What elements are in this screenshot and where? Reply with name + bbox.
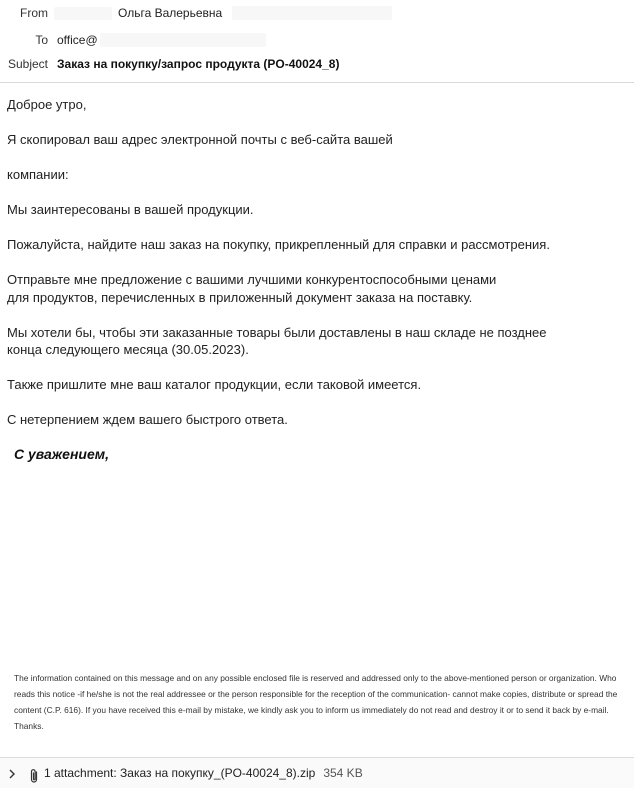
signature: С уважением, xyxy=(14,446,109,462)
attachment-summary[interactable]: 1 attachment: Заказ на покупку_(PO-40024_8).zip xyxy=(44,766,316,780)
message-header xyxy=(0,0,634,83)
redacted-block xyxy=(232,6,392,20)
message-body xyxy=(7,96,627,464)
subject-label: Subject xyxy=(7,57,48,71)
from-label: From xyxy=(20,6,48,20)
to-row xyxy=(0,29,634,51)
from-row xyxy=(0,2,634,24)
legal-disclaimer: The information contained on this message and on any possible enclosed file is reserved and addressed only to the above-mentioned person or organization. Who reads this notice -if he/she is not the real addressee or the person responsible for the reception of the communication- cannot make copies, distribute or spread the content (C.P. 616). If you have received this e-mail by mistake, we kindly ask you to inform us immediately do not read and destroy it or to send it back by e-mail. Thanks. xyxy=(14,673,618,731)
to-label: To xyxy=(35,33,48,47)
from-value[interactable]: Ольга Валерьевна xyxy=(118,6,223,20)
body-paragraph: Доброе утро, xyxy=(7,97,87,112)
body-paragraph: Мы заинтересованы в вашей продукции. xyxy=(7,202,254,217)
subject-row xyxy=(0,53,634,75)
body-paragraph: компании: xyxy=(7,167,69,182)
subject-value: Заказ на покупку/запрос продукта (PO-40024_8) xyxy=(57,57,340,71)
paperclip-icon xyxy=(28,765,40,781)
body-paragraph: Отправьте мне предложение с вашими лучшими конкурентоспособными ценами для продуктов, перечисленных в приложенный документ заказа на поставку. xyxy=(7,272,497,305)
attachment-bar[interactable] xyxy=(0,757,634,788)
body-paragraph: Мы хотели бы, чтобы эти заказанные товары были доставлены в наш складе не позднее конца следующего месяца (30.05.2023). xyxy=(7,324,547,357)
body-paragraph: Также пришлите мне ваш каталог продукции, если таковой имеется. xyxy=(7,377,422,392)
body-paragraph: Пожалуйста, найдите наш заказ на покупку, прикрепленный для справки и рассмотрения. xyxy=(7,237,550,252)
attachment-size: 354 KB xyxy=(323,766,363,780)
to-value[interactable]: office@ xyxy=(57,33,98,47)
body-paragraph: Я скопировал ваш адрес электронной почты с веб-сайта вашей xyxy=(7,132,393,147)
attachment-item[interactable] xyxy=(44,758,363,788)
body-paragraph: С нетерпением ждем вашего быстрого ответа. xyxy=(7,412,288,427)
chevron-right-icon[interactable] xyxy=(6,758,18,788)
redacted-block xyxy=(100,33,266,47)
redacted-block xyxy=(54,7,112,20)
